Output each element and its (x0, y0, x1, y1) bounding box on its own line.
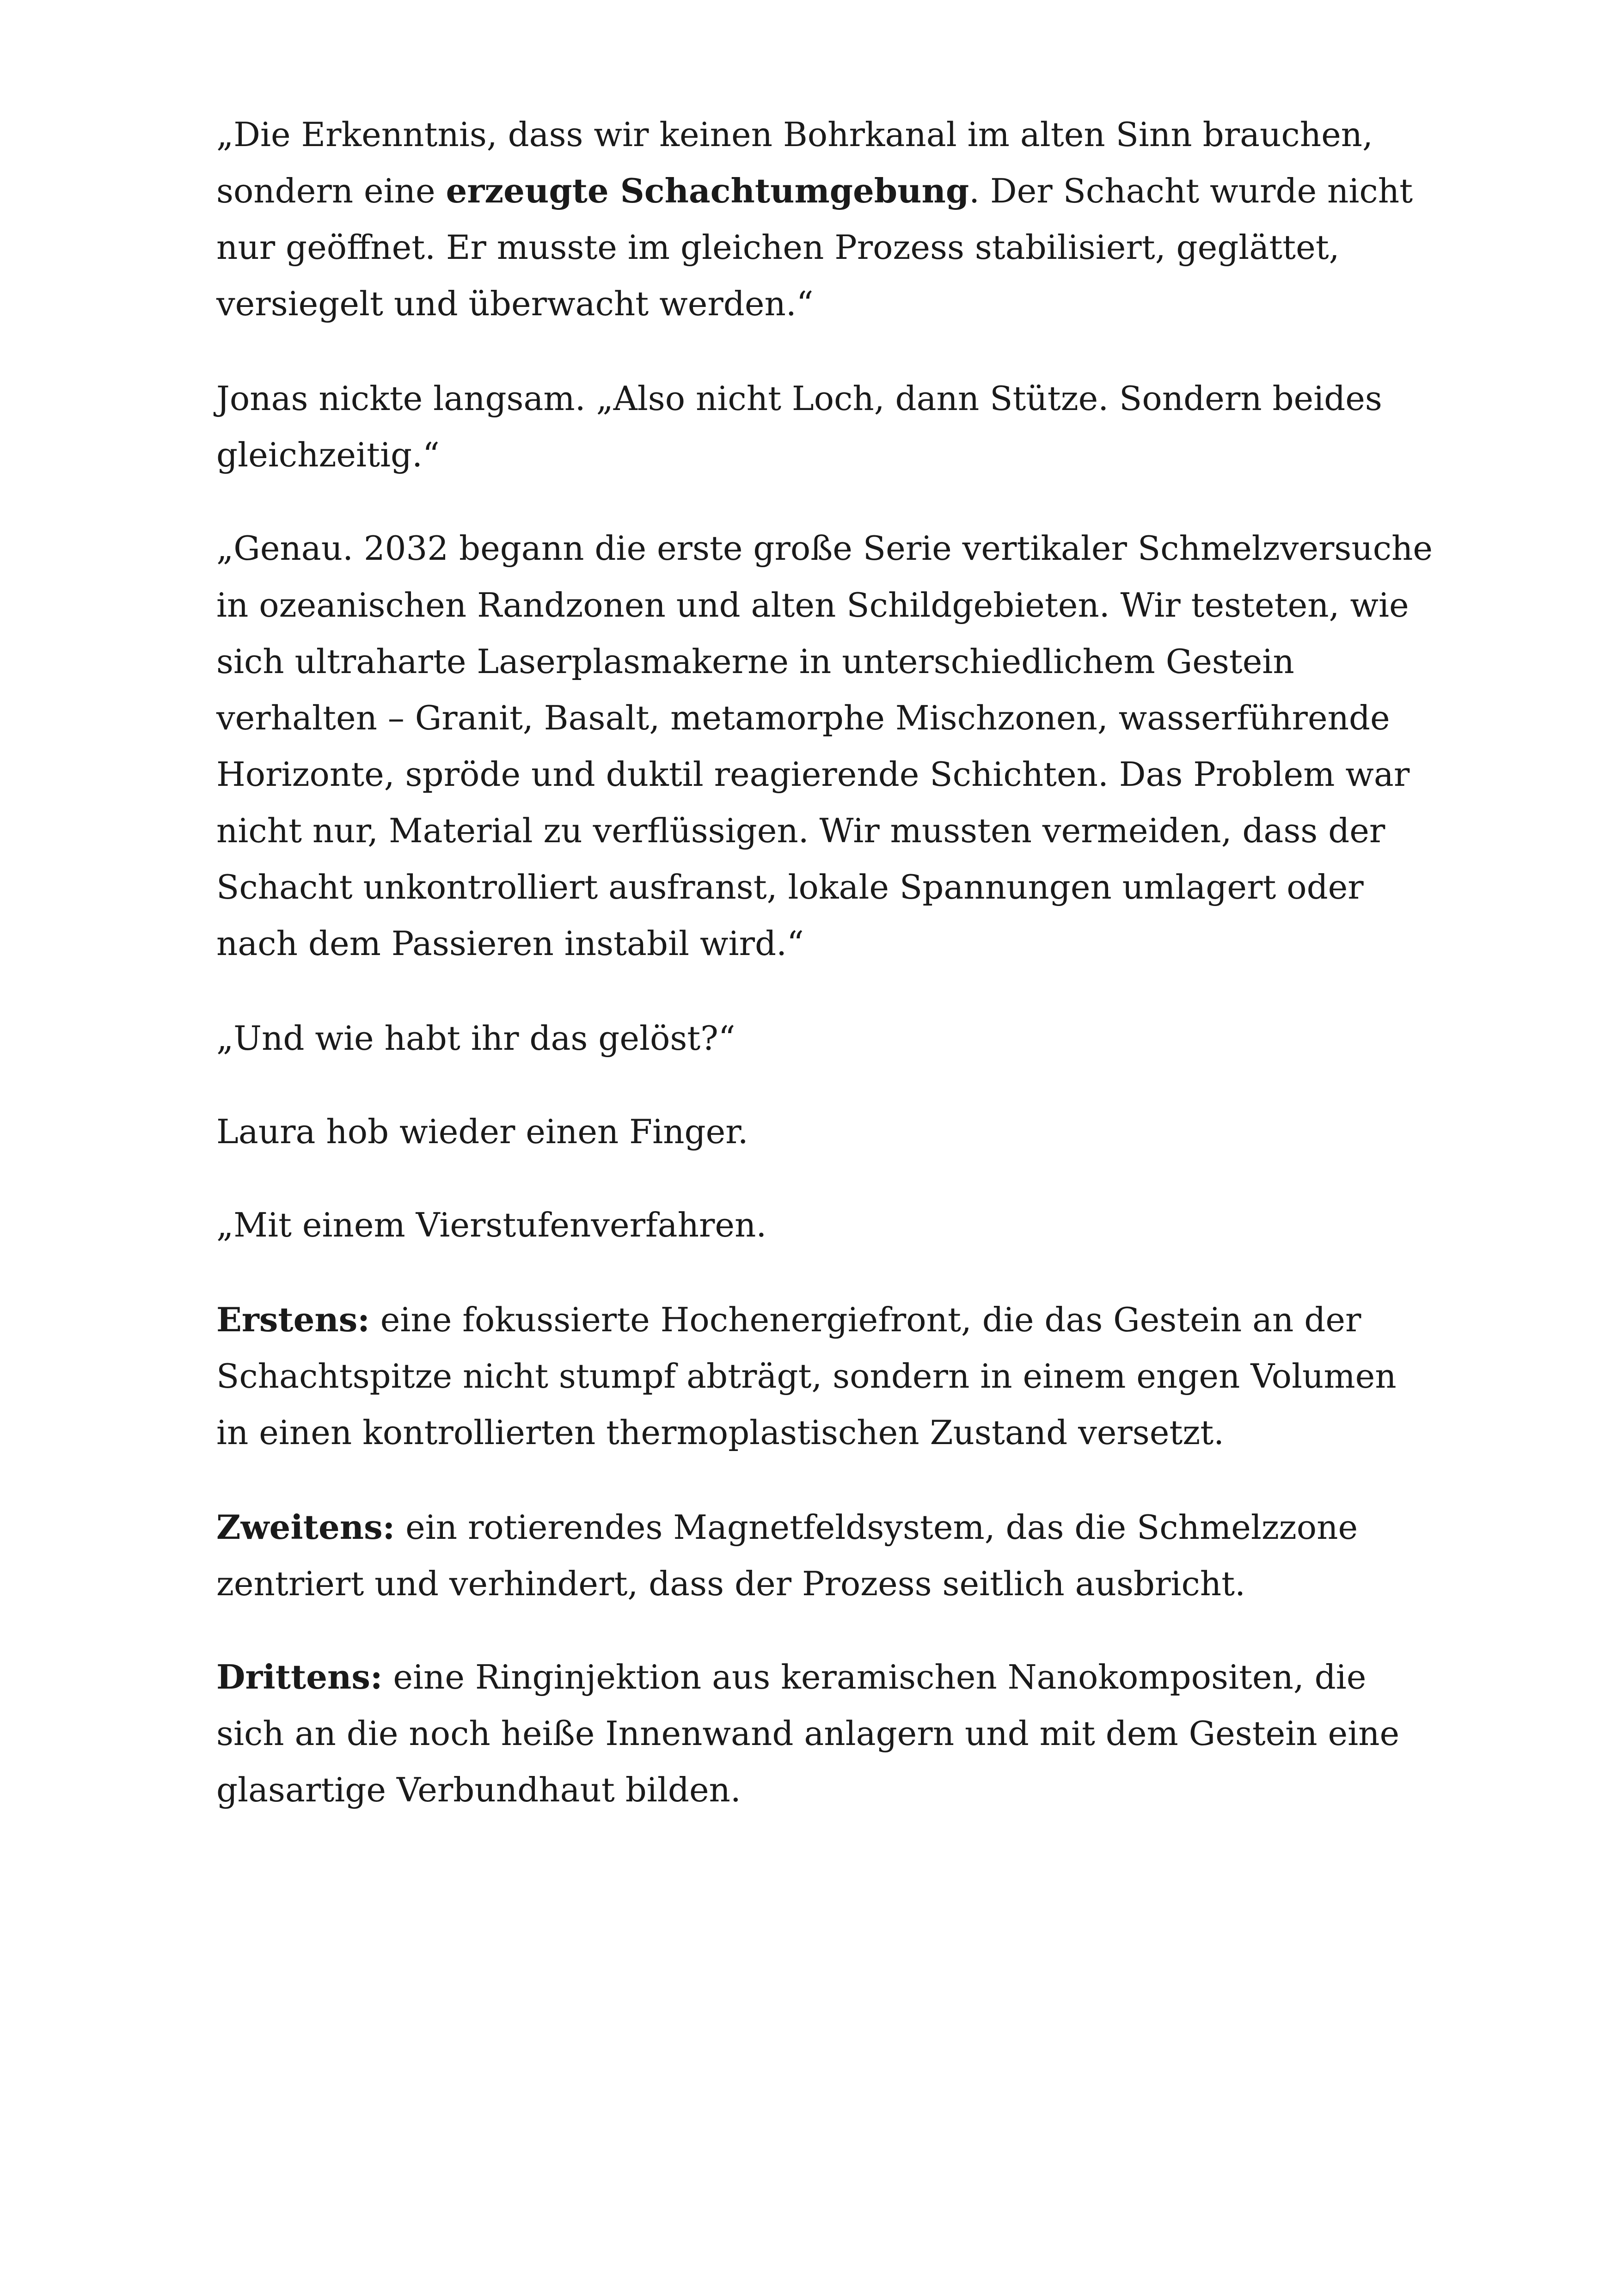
text-run: eine fokussierte Hochenergiefront, die das Gestein an der (369, 1300, 1361, 1339)
text-run: Laura hob wieder einen Finger. (216, 1112, 748, 1151)
text-run: gleichzeitig.“ (216, 435, 440, 474)
text-run: versiegelt und überwacht werden.“ (216, 284, 814, 323)
text-line (216, 697, 1390, 739)
text-run: . Der Schacht wurde nicht (969, 171, 1413, 210)
text-run: in ozeanischen Randzonen und alten Schildgebieten. Wir testeten, wie (216, 586, 1409, 625)
text-run: Schacht unkontrolliert ausfranst, lokale Spannungen umlagert oder (216, 868, 1364, 906)
bold-text-run: Erstens: (216, 1300, 370, 1339)
text-line (216, 170, 1413, 212)
bold-text-run: erzeugte Schachtumgebung (446, 171, 969, 210)
text-line (216, 1769, 741, 1811)
text-line (216, 810, 1385, 851)
bold-text-run: Zweitens: (216, 1507, 395, 1547)
text-run: nach dem Passieren instabil wird.“ (216, 924, 804, 963)
text-line (216, 1713, 1399, 1754)
text-line (216, 1412, 1224, 1453)
text-line (216, 1563, 1245, 1604)
text-run: glasartige Verbundhaut bilden. (216, 1770, 741, 1809)
text-line (216, 753, 1410, 795)
text-line (216, 1506, 1358, 1548)
text-line (216, 641, 1294, 682)
text-run: Jonas nickte langsam. „Also nicht Loch, dann Stütze. Sondern beides (216, 379, 1382, 418)
text-line (216, 866, 1364, 908)
text-line (216, 1299, 1361, 1341)
text-line (216, 283, 814, 325)
text-run: nur geöffnet. Er musste im gleichen Prozess stabilisiert, geglättet, (216, 228, 1340, 267)
text-run: ein rotierendes Magnetfeldsystem, das die Schmelzzone (395, 1508, 1358, 1547)
text-run: Horizonte, spröde und duktil reagierende Schichten. Das Problem war (216, 755, 1410, 794)
text-line (216, 227, 1340, 268)
text-line (216, 527, 1433, 569)
text-line (216, 1017, 735, 1059)
text-run: verhalten – Granit, Basalt, metamorphe Mischzonen, wasserführende (216, 698, 1390, 737)
text-line (216, 1656, 1366, 1698)
text-line (216, 434, 440, 476)
text-line (216, 923, 804, 964)
text-line (216, 1204, 766, 1246)
text-run: „Die Erkenntnis, dass wir keinen Bohrkanal im alten Sinn brauchen, (216, 115, 1373, 154)
text-run: zentriert und verhindert, dass der Prozess seitlich ausbricht. (216, 1564, 1245, 1603)
text-run: sich ultraharte Laserplasmakerne in unterschiedlichem Gestein (216, 642, 1294, 681)
text-run: Schachtspitze nicht stumpf abträgt, sondern in einem engen Volumen (216, 1357, 1397, 1396)
text-run: nicht nur, Material zu verflüssigen. Wir mussten vermeiden, dass der (216, 811, 1385, 850)
text-run: sich an die noch heiße Innenwand anlagern und mit dem Gestein eine (216, 1714, 1400, 1753)
text-run: eine Ringinjektion aus keramischen Nanokompositen, die (382, 1658, 1367, 1696)
text-line (216, 1111, 748, 1152)
text-run: „Mit einem Vierstufenverfahren. (216, 1206, 767, 1244)
text-line (216, 584, 1409, 626)
text-run: sondern eine (216, 171, 446, 210)
bold-text-run: Drittens: (216, 1657, 383, 1696)
text-line (216, 1355, 1397, 1397)
text-line (216, 378, 1382, 419)
text-run: „Genau. 2032 begann die erste große Serie vertikaler Schmelzversuche (216, 529, 1433, 568)
text-run: „Und wie habt ihr das gelöst?“ (216, 1019, 735, 1058)
text-run: in einen kontrollierten thermoplastischen Zustand versetzt. (216, 1413, 1225, 1452)
text-line (216, 114, 1373, 155)
